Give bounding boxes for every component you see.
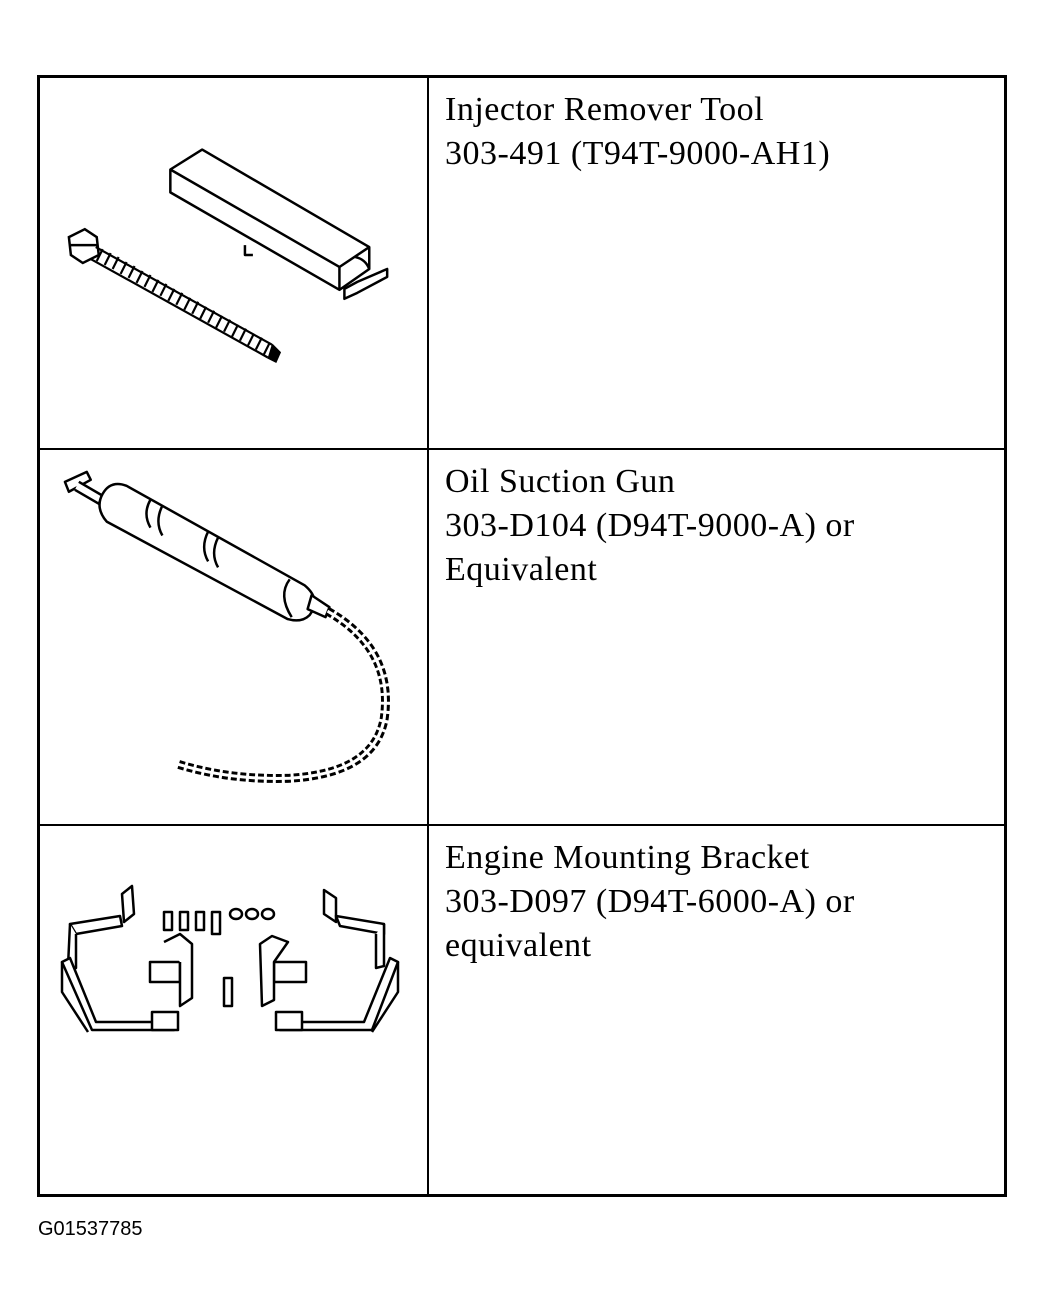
injector-remover-tool-icon: [40, 78, 427, 448]
tool-description: [445, 460, 990, 592]
special-tools-table: [37, 75, 1007, 1197]
figure-code: G01537785: [38, 1218, 143, 1240]
column-divider: [427, 78, 429, 1194]
tool-row-engine-mounting-bracket: [40, 826, 1004, 1194]
tool-name: Injector Remover Tool: [445, 91, 765, 128]
oil-suction-gun-icon: [40, 450, 427, 824]
tool-equivalent-note: equivalent: [445, 927, 592, 964]
tool-description: [445, 88, 990, 176]
tool-row-oil-suction-gun: [40, 450, 1004, 826]
tool-row-injector-remover: [40, 78, 1004, 450]
tool-name: Engine Mounting Bracket: [445, 839, 810, 876]
engine-mounting-bracket-icon: [40, 826, 427, 1194]
tool-number: 303-491 (T94T-9000-AH1): [445, 135, 831, 172]
tool-name: Oil Suction Gun: [445, 463, 676, 500]
tool-number: 303-D104 (D94T-9000-A) or: [445, 507, 855, 544]
tool-number: 303-D097 (D94T-6000-A) or: [445, 883, 855, 920]
tool-equivalent-note: Equivalent: [445, 551, 598, 588]
tool-description: [445, 836, 990, 968]
